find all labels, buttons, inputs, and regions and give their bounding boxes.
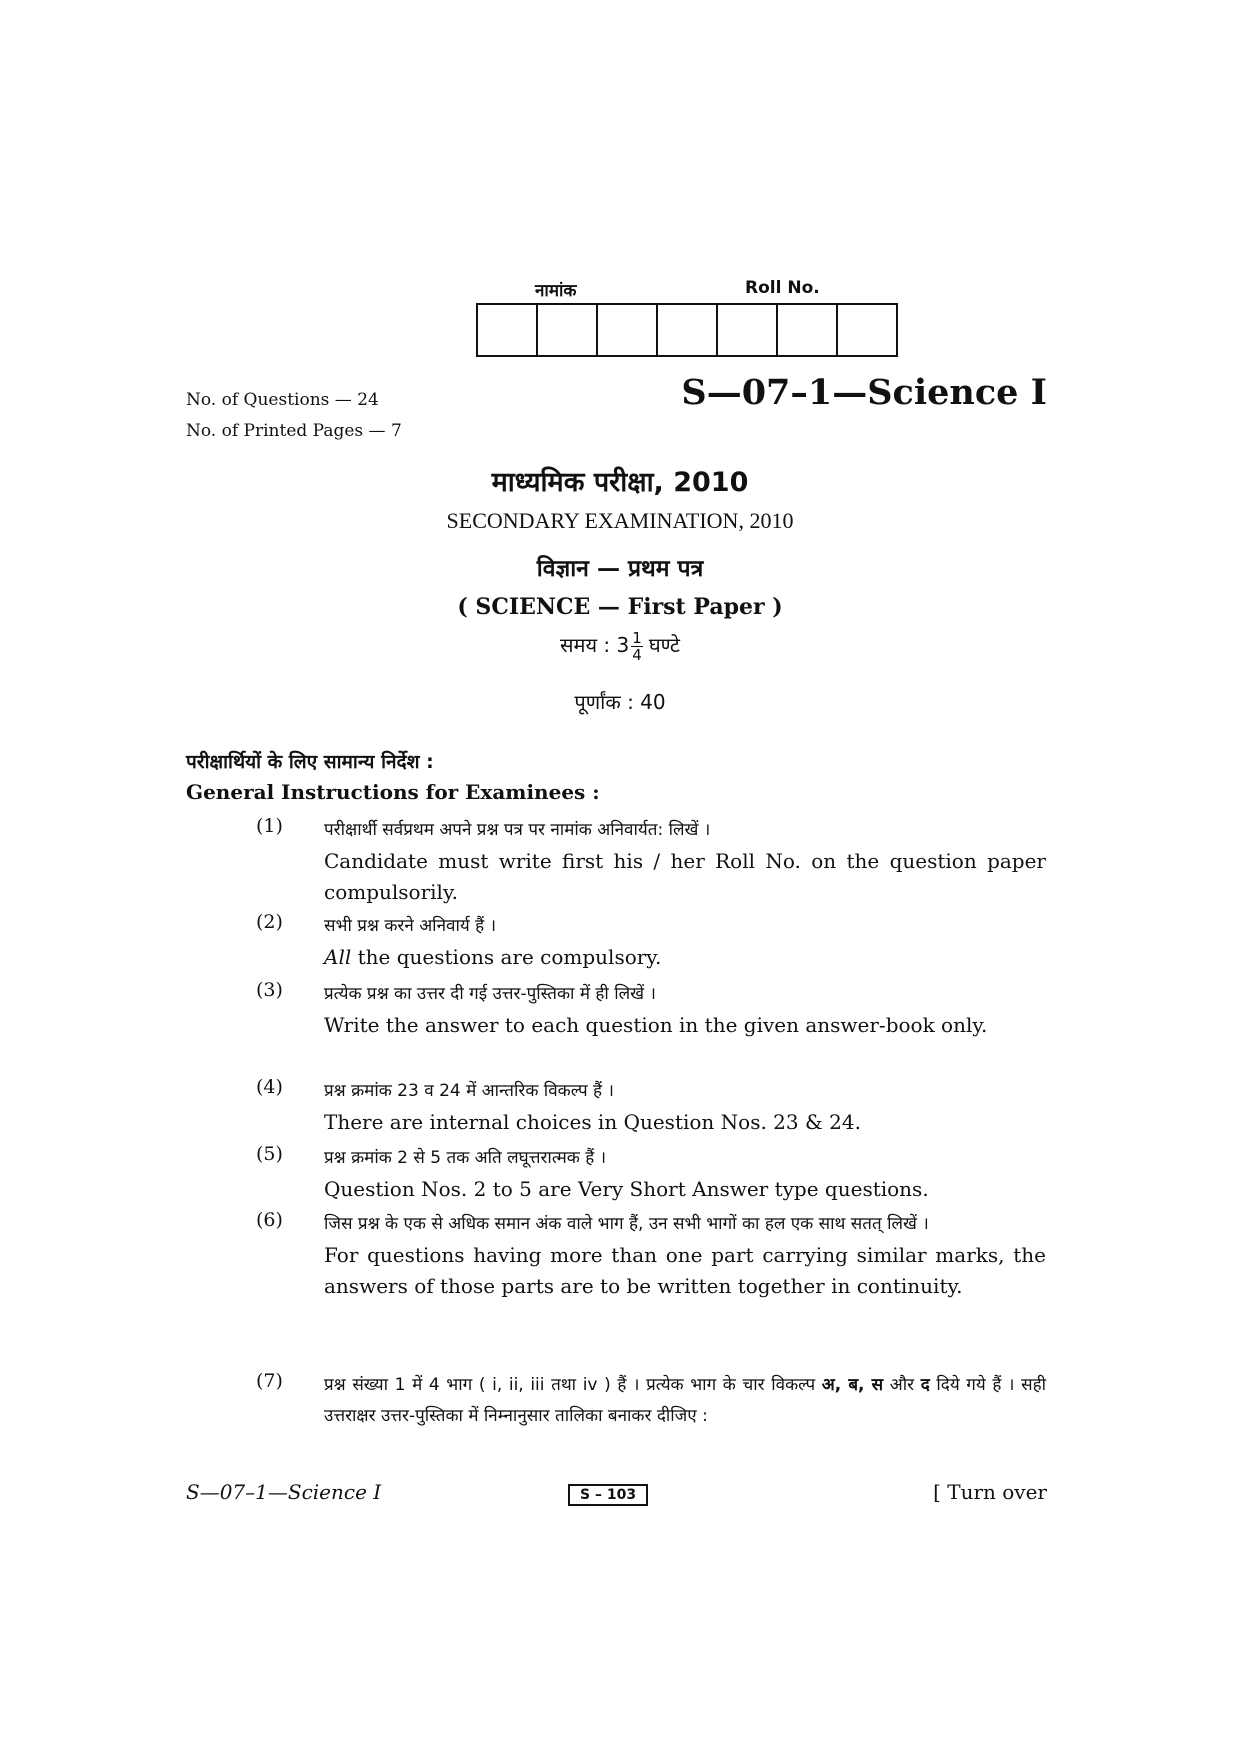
roll-digit-box[interactable] (778, 305, 838, 355)
instruction-number: (2) (256, 911, 283, 933)
instruction-english: Candidate must write first his / her Roll No. on the question paper compulsorily. (324, 849, 1046, 904)
fraction-denominator: 4 (632, 646, 642, 664)
roll-digit-box[interactable] (718, 305, 778, 355)
paper-code: S—07–1—Science I (681, 372, 1047, 413)
instructions-heading-hindi: परीक्षार्थियों के लिए सामान्य निर्देश : (186, 751, 434, 773)
instruction-hindi: सभी प्रश्न करने अनिवार्य हैं । (324, 916, 497, 936)
roll-digit-box[interactable] (658, 305, 718, 355)
max-marks: पूर्णांक : 40 (574, 690, 666, 714)
subject-english: ( SCIENCE — First Paper ) (457, 594, 783, 620)
fraction-numerator: 1 (632, 629, 642, 647)
instruction-emphasis: All (324, 945, 352, 969)
instructions-heading-english: General Instructions for Examinees : (186, 780, 600, 804)
footer-turn-over: [ Turn over (933, 1480, 1047, 1504)
instruction-number: (3) (256, 979, 283, 1001)
instruction-english: Write the answer to each question in the given answer-book only. (324, 1013, 988, 1037)
num-pages: No. of Printed Pages — 7 (186, 421, 402, 441)
instruction-english: There are internal choices in Question Nos. 23 & 24. (324, 1110, 861, 1134)
instruction-number: (4) (256, 1076, 283, 1098)
num-questions: No. of Questions — 24 (186, 390, 379, 410)
instruction-item (256, 1143, 1046, 1205)
time-prefix: समय : 3 (560, 633, 630, 657)
roll-number-boxes[interactable] (476, 303, 898, 357)
subject-hindi: विज्ञान — प्रथम पत्र (536, 556, 704, 582)
roll-digit-box[interactable] (538, 305, 598, 355)
time-fraction (631, 630, 643, 663)
instruction-item (256, 1076, 1046, 1138)
time-suffix: घण्टे (648, 633, 680, 657)
instruction-number: (5) (256, 1143, 283, 1165)
instruction-item (256, 911, 1046, 973)
roll-digit-box[interactable] (598, 305, 658, 355)
footer-paper-code: S—07–1—Science I (186, 1480, 382, 1504)
roll-digit-box[interactable] (478, 305, 538, 355)
instruction-hindi: जिस प्रश्न के एक से अधिक समान अंक वाले भाग हैं, उन सभी भागों का हल एक साथ सतत् लिखें । (324, 1214, 929, 1234)
instruction-number: (7) (256, 1370, 283, 1392)
instruction-item (256, 979, 1046, 1041)
exam-title-hindi: माध्यमिक परीक्षा, 2010 (491, 467, 749, 498)
option-letter-d: द (920, 1375, 930, 1395)
exam-title-english: SECONDARY EXAMINATION, 2010 (446, 508, 794, 533)
instruction-hindi: परीक्षार्थी सर्वप्रथम अपने प्रश्न पत्र पर नामांक अनिवार्यत: लिखें । (324, 820, 711, 840)
instruction-hindi: प्रत्येक प्रश्न का उत्तर दी गई उत्तर-पुस्तिका में ही लिखें । (324, 984, 656, 1004)
instruction-hindi: प्रश्न क्रमांक 23 व 24 में आन्तरिक विकल्प हैं । (324, 1081, 614, 1101)
instruction-english: Question Nos. 2 to 5 are Very Short Answer type questions. (324, 1177, 929, 1201)
instruction-english: For questions having more than one part carrying similar marks, the answers of those parts are to be written together in continuity. (324, 1243, 1046, 1298)
footer-page-code: S – 103 (568, 1484, 648, 1506)
instruction-english: All the questions are compulsory. (324, 945, 662, 969)
instruction-hindi: प्रश्न संख्या 1 में 4 भाग ( i, ii, iii तथा iv ) हैं । प्रत्येक भाग के चार विकल्प अ, ब, स और द दिये गये हैं । सही उत्तराक्षर उत्तर-पुस्तिका में निम्नानुसार तालिका बनाकर दीजिए : (324, 1375, 1046, 1426)
instruction-item (256, 1209, 1046, 1302)
roll-label-english: Roll No. (745, 278, 820, 298)
instruction-number: (6) (256, 1209, 283, 1231)
roll-digit-box[interactable] (838, 305, 896, 355)
options-letters: अ, ब, स (821, 1375, 884, 1395)
instruction-number: (1) (256, 815, 283, 837)
instruction-item (256, 1370, 1046, 1432)
instruction-item (256, 815, 1046, 908)
instruction-hindi: प्रश्न क्रमांक 2 से 5 तक अति लघूत्तरात्मक हैं । (324, 1148, 607, 1168)
exam-duration (0, 630, 1240, 663)
roll-label-hindi: नामांक (535, 281, 577, 301)
